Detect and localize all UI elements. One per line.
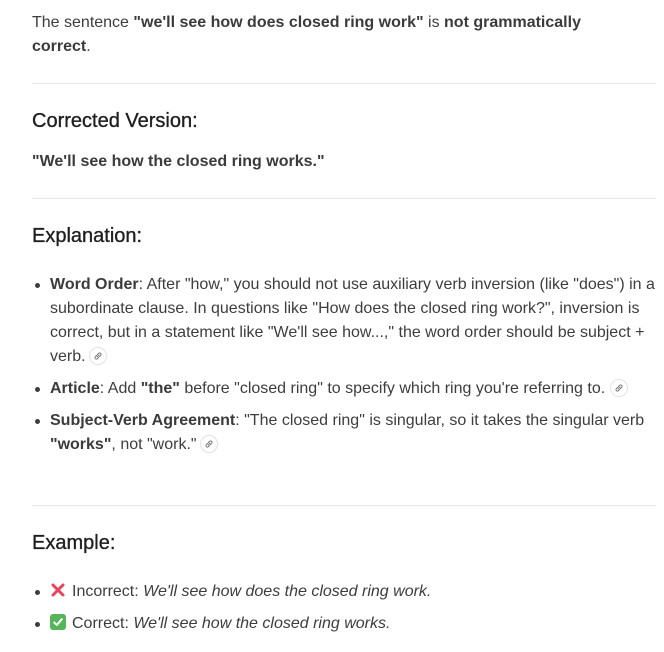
list-item xyxy=(32,580,656,604)
corrected-heading: Corrected Version: xyxy=(32,110,198,132)
item-text: : After "how," you should not use auxiliary verb inversion (like "does") in a subordinate clause. In questions like "How does the closed ring work?", inversion is correct, but in a statement like "We'll see how...," the word order should be subject + verb. xyxy=(50,276,655,365)
check-mark-icon xyxy=(50,614,66,630)
source-link-icon[interactable] xyxy=(610,379,628,397)
item-text: , not "work." xyxy=(111,436,197,453)
explanation-heading: Explanation: xyxy=(32,225,143,247)
divider xyxy=(32,505,656,506)
example-sentence: We'll see how does the closed ring work. xyxy=(143,583,432,600)
intro-verdict: not grammatically correct xyxy=(32,14,581,55)
source-link-icon[interactable] xyxy=(89,347,107,365)
example-label: Correct: xyxy=(72,615,134,632)
intro-quoted-sentence: "we'll see how does closed ring work" xyxy=(133,14,424,31)
item-text: before "closed ring" to specify which ring you're referring to. xyxy=(179,380,606,397)
list-item xyxy=(32,409,656,457)
item-bold-word: "works" xyxy=(50,436,112,453)
item-term: Subject-Verb Agreement xyxy=(50,412,236,429)
intro-prefix: The sentence xyxy=(32,14,134,31)
list-item xyxy=(32,377,656,401)
example-sentence: We'll see how the closed ring works. xyxy=(133,615,391,632)
list-item xyxy=(32,612,656,636)
example-label: Incorrect: xyxy=(72,583,144,600)
explanation-list xyxy=(32,273,656,457)
cross-mark-icon xyxy=(50,582,66,598)
divider xyxy=(32,198,656,199)
divider xyxy=(32,83,656,84)
item-text: : Add xyxy=(99,380,141,397)
intro-suffix: . xyxy=(86,38,91,55)
example-list xyxy=(32,580,656,636)
corrected-sentence: "We'll see how the closed ring works." xyxy=(32,153,325,170)
item-text: : "The closed ring" is singular, so it takes the singular verb xyxy=(235,412,645,429)
example-heading: Example: xyxy=(32,532,116,554)
source-link-icon[interactable] xyxy=(200,435,218,453)
intro-middle: is xyxy=(423,14,445,31)
item-bold-word: "the" xyxy=(140,380,180,397)
item-term: Word Order xyxy=(50,276,139,293)
item-term: Article xyxy=(50,380,100,397)
intro-paragraph xyxy=(32,11,632,59)
list-item xyxy=(32,273,656,369)
